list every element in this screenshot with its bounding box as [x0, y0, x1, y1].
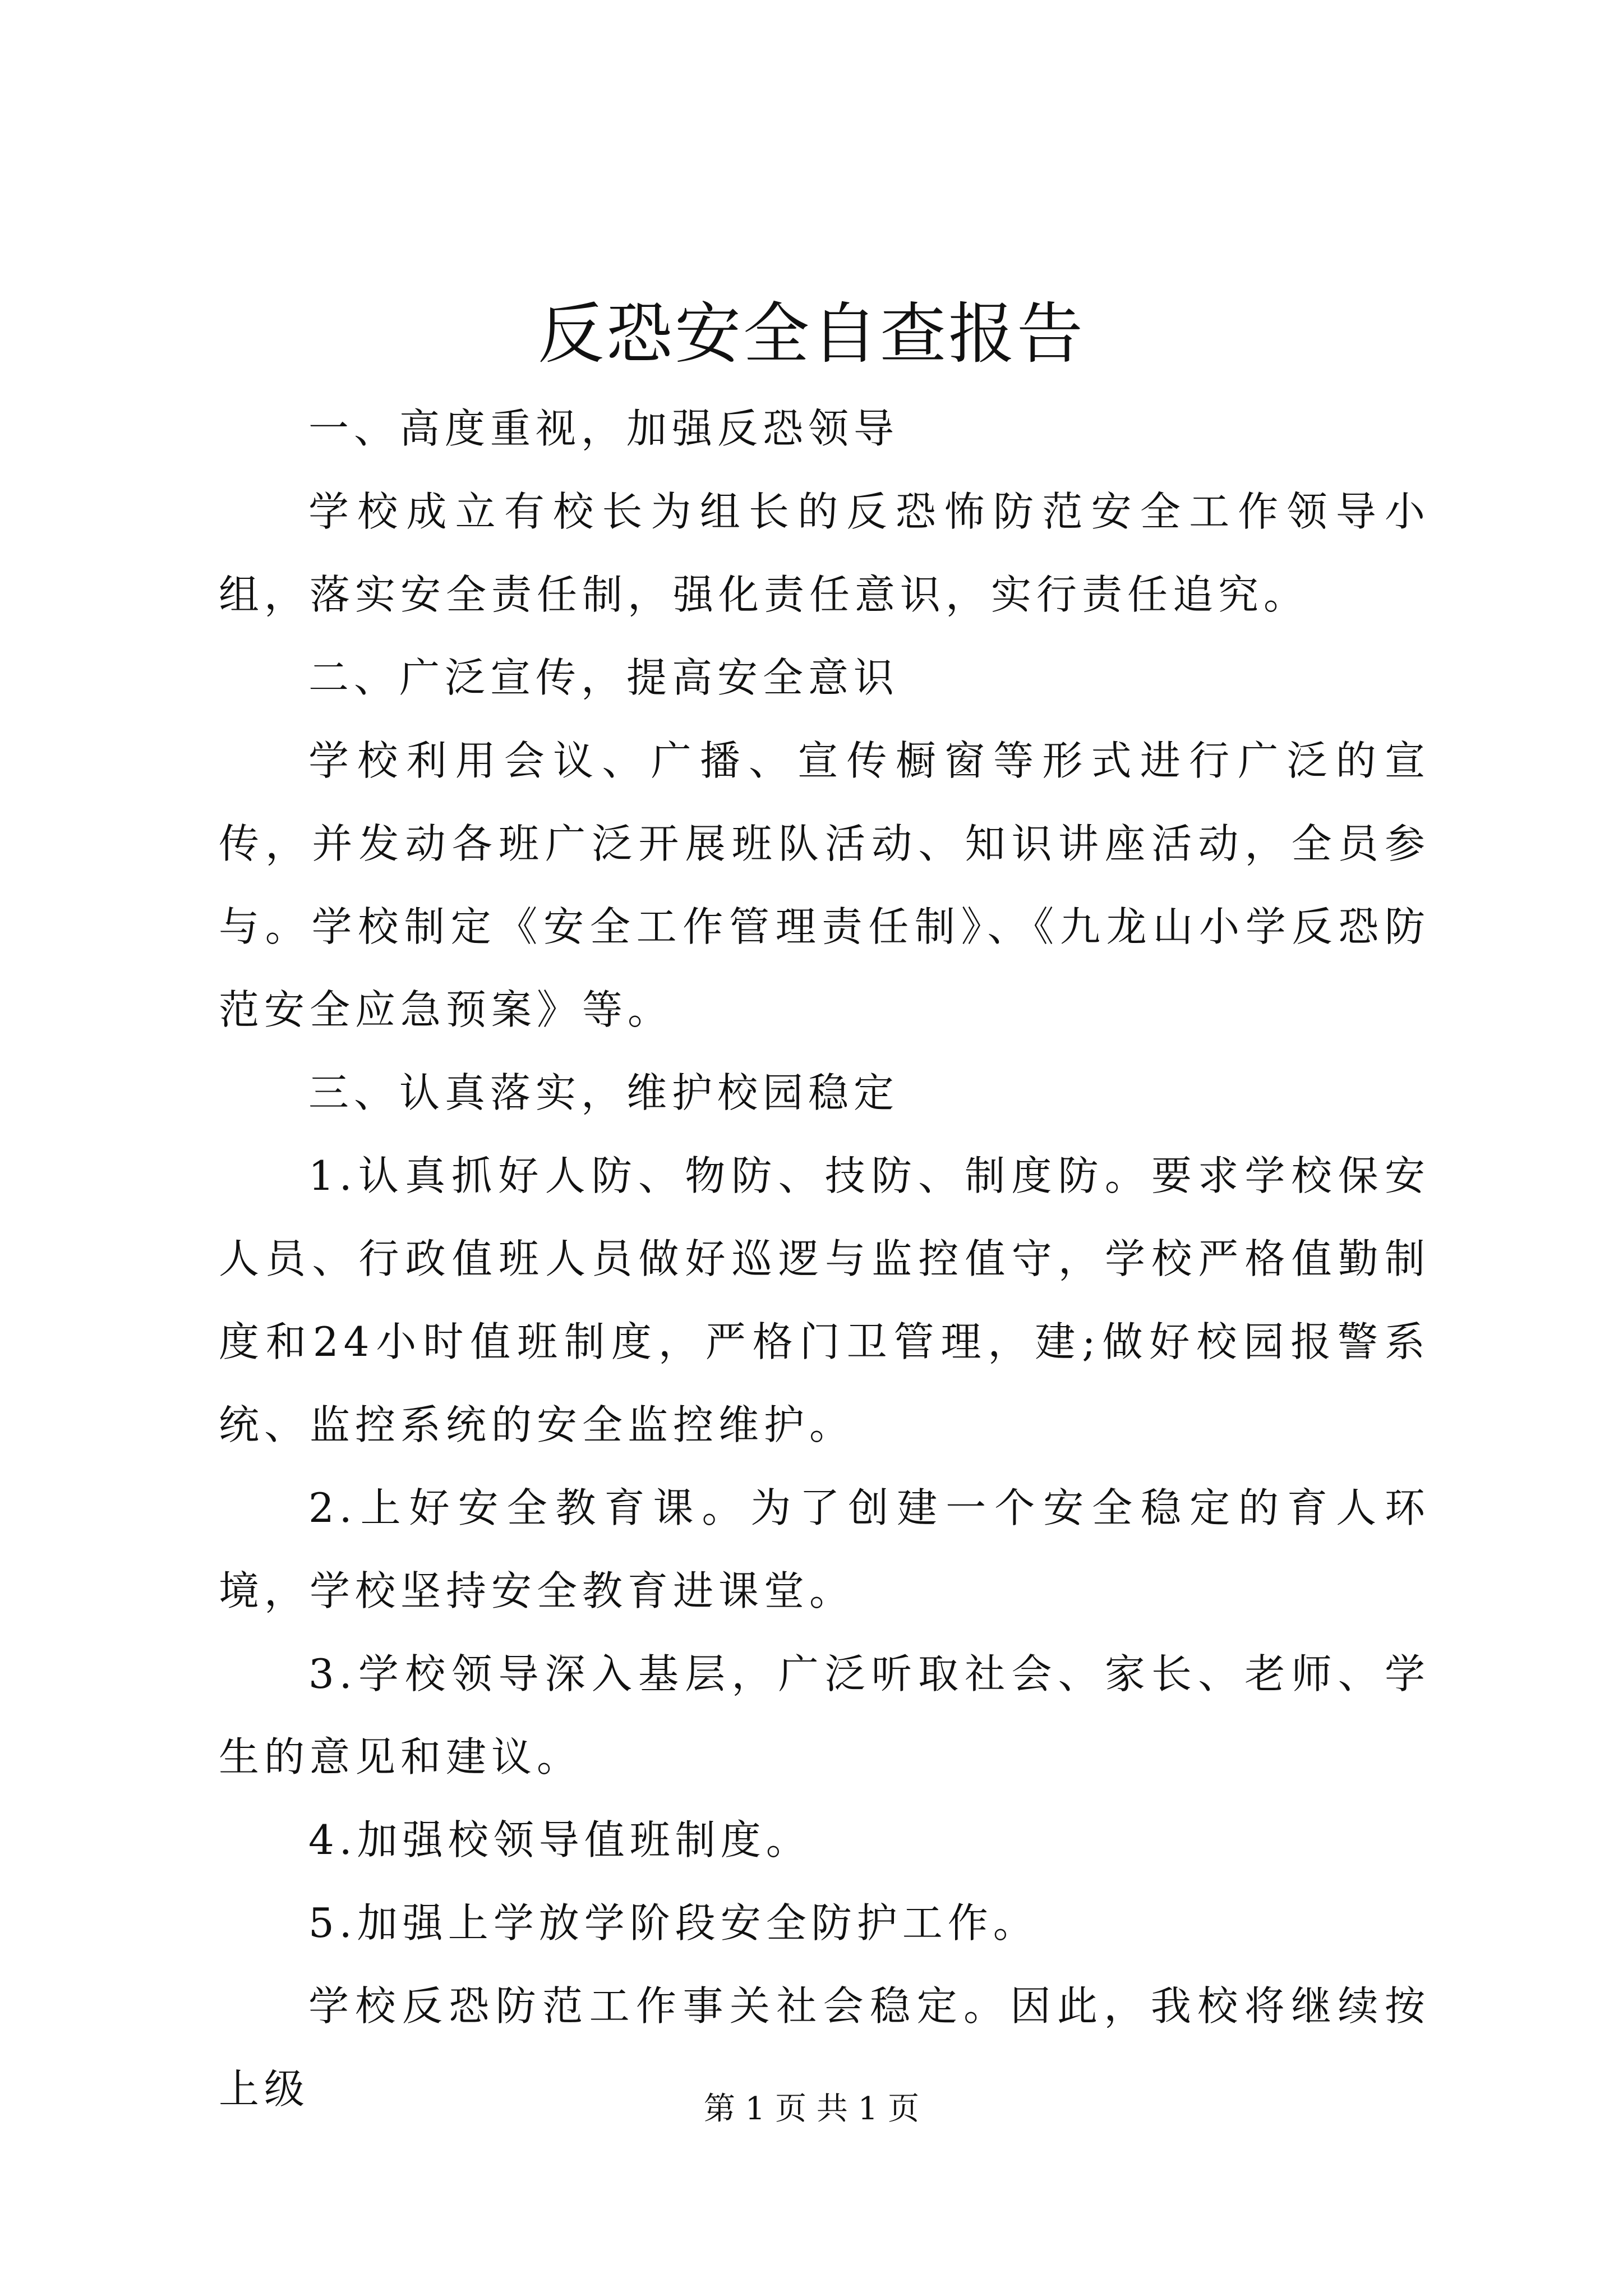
page-footer: 第 1 页 共 1 页 — [703, 2091, 920, 2127]
list-item-5: 5.加强上学放学阶段安全防护工作。 — [308, 1899, 1039, 1947]
paragraph-1: 学校成立有校长为组长的反恐怖防范安全工作领导小组，落实安全责任制，强化责任意识，实行责任追究。 — [219, 488, 1430, 618]
section-heading-2: 二、广泛宣传，提高安全意识 — [308, 654, 900, 701]
document-title: 反恐安全自查报告 — [537, 295, 1085, 372]
section-heading-1: 一、高度重视，加强反恐领导 — [308, 405, 900, 452]
document-body — [219, 387, 1430, 2131]
closing-paragraph: 学校反恐防范工作事关社会稳定。因此，我校将继续按上级 — [219, 1982, 1430, 2113]
paragraph-2: 学校利用会议、广播、宣传橱窗等形式进行广泛的宣传，并发动各班广泛开展班队活动、知识讲座活动，全员参与。学校制定《安全工作管理责任制》、《九龙山小学反恐防范安全应急预案》等。 — [219, 737, 1430, 1033]
list-item-3: 3.学校领导深入基层，广泛听取社会、家长、老师、学生的意见和建议。 — [219, 1650, 1430, 1780]
section-heading-3: 三、认真落实，维护校园稳定 — [308, 1069, 900, 1116]
list-item-4: 4.加强校领导值班制度。 — [308, 1816, 811, 1864]
list-item-2: 2.上好安全教育课。为了创建一个安全稳定的育人环境，学校坚持安全教育进课堂。 — [219, 1484, 1430, 1614]
list-item-1: 1.认真抓好人防、物防、技防、制度防。要求学校保安人员、行政值班人员做好巡逻与监控值守，学校严格值勤制度和24小时值班制度，严格门卫管理，建;做好校园报警系统、监控系统的安全监控维护。 — [219, 1152, 1430, 1448]
